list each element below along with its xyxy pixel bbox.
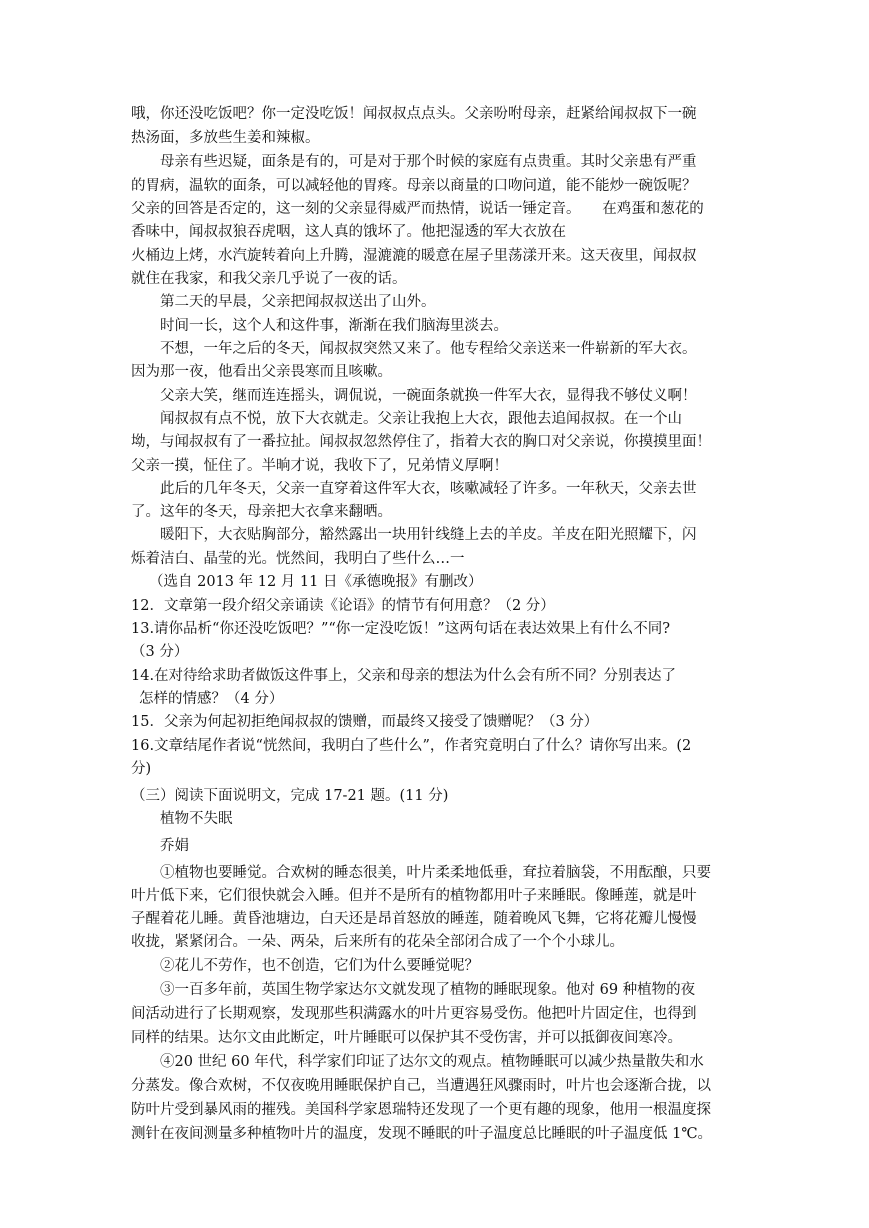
question-12: 12．文章第一段介绍父亲诵读《论语》的情节有何用意？（2 分）: [131, 598, 555, 614]
story-line: 坳，与闻叔叔有了一番拉扯。闻叔叔忽然停住了，指着大衣的胸口对父亲说，你摸摸里面！: [131, 434, 711, 450]
story-line: 就住在我家，和我父亲几乎说了一夜的话。: [131, 271, 407, 287]
article-line: 测针在夜间测量多种植物叶片的温度，发现不睡眠的叶子温度总比睡眠的叶子温度低 1℃。: [131, 1126, 713, 1142]
question-16-score: 分): [131, 761, 152, 777]
story-line: 父亲的回答是否定的，这一刻的父亲显得威严而热情，说话一锤定音。 在鸡蛋和葱花的: [131, 201, 704, 217]
story-paragraph-start: 母亲有些迟疑，面条是有的，可是对于那个时候的家庭有点贵重。其时父亲患有严重: [160, 154, 697, 170]
story-line: 了。这年的冬天，母亲把大衣拿来翻晒。: [131, 504, 392, 520]
article-line: 同样的结果。达尔文由此断定，叶片睡眠可以保护其不受伤害，并可以抵御夜间寒冷。: [131, 1030, 682, 1046]
article-paragraph-3: ③一百多年前，英国生物学家达尔文就发现了植物的睡眠现象。他对 69 种植物的夜: [160, 982, 696, 998]
story-line: 因为那一夜，他看出父亲畏寒而且咳嗽。: [131, 364, 392, 380]
story-paragraph-start: 第二天的早晨，父亲把闻叔叔送出了山外。: [160, 294, 436, 310]
story-line: 火桶边上烤，水汽旋转着向上升腾，湿漉漉的暖意在屋子里荡漾开来。这天夜里，闻叔叔: [131, 248, 697, 264]
source-citation: （选自 2013 年 12 月 11 日《承德晚报》有删改）: [149, 574, 483, 590]
article-line: 叶片低下来，它们很快就会入睡。但并不是所有的植物都用叶子来睡眠。像睡莲，就是叶: [131, 888, 697, 904]
story-line: 热汤面，多放些生姜和辣椒。: [131, 130, 320, 146]
story-line: 父亲一摸，怔住了。半晌才说，我收下了，兄弟情义厚啊！: [131, 458, 508, 474]
story-line: 的胃病，温软的面条，可以减轻他的胃疼。母亲以商量的口吻问道，能不能炒一碗饭呢？: [131, 178, 697, 194]
section-heading: （三）阅读下面说明文，完成 17-21 题。(11 分): [131, 788, 449, 804]
question-14: 14.在对待给求助者做饭这件事上，父亲和母亲的想法为什么会有所不同？分别表达了: [131, 668, 677, 684]
story-paragraph-start: 时间一长，这个人和这件事，渐渐在我们脑海里淡去。: [160, 318, 508, 334]
article-line: 防叶片受到暴风雨的摧残。美国科学家恩瑞特还发现了一个更有趣的现象，他用一根温度探: [131, 1102, 711, 1118]
article-paragraph-1: ①植物也要睡觉。合欢树的睡态很美，叶片柔柔地低垂，耷拉着脑袋，不用酝酿，只要: [160, 865, 711, 881]
article-line: 间活动进行了长期观察，发现那些积满露水的叶片更容易受伤。他把叶片固定住，也得到: [131, 1006, 697, 1022]
story-paragraph-start: 父亲大笑，继而连连摇头，调侃说，一碗面条就换一件军大衣，显得我不够仗义啊！: [160, 388, 697, 404]
question-13: 13.请你品析“你还没吃饭吧？”“你一定没吃饭！”这两句话在表达效果上有什么不同?: [131, 621, 670, 637]
story-line: 香味中，闻叔叔狼吞虎咽，这人真的饿坏了。他把湿透的军大衣放在: [131, 224, 566, 240]
question-16: 16.文章结尾作者说“恍然间，我明白了些什么”，作者究竟明白了什么？请你写出来。(2: [131, 738, 692, 754]
story-paragraph-start: 闻叔叔有点不悦，放下大衣就走。父亲让我抱上大衣，跟他去追闻叔叔。在一个山: [160, 411, 682, 427]
story-line: 烁着洁白、晶莹的光。恍然间，我明白了些什么…一: [131, 551, 465, 567]
article-title: 植物不失眠: [160, 811, 233, 827]
story-paragraph-start: 不想，一年之后的冬天，闻叔叔突然又来了。他专程给父亲送来一件崭新的军大衣。: [160, 341, 697, 357]
article-author: 乔娟: [160, 838, 189, 854]
story-line: 哦，你还没吃饭吧？你一定没吃饭！闻叔叔点点头。父亲吩咐母亲，赶紧给闻叔叔下一碗: [131, 106, 697, 122]
story-paragraph-start: 此后的几年冬天，父亲一直穿着这件军大衣，咳嗽减轻了许多。一年秋天，父亲去世: [160, 481, 697, 497]
article-paragraph-2: ②花儿不劳作，也不创造，它们为什么要睡觉呢？: [160, 958, 479, 974]
story-paragraph-start: 暖阳下，大衣贴胸部分，豁然露出一块用针线缝上去的羊皮。羊皮在阳光照耀下，闪: [160, 527, 697, 543]
article-line: 分蒸发。像合欢树，不仅夜晚用睡眠保护自己，当遭遇狂风骤雨时，叶片也会逐渐合拢，以: [131, 1078, 711, 1094]
question-14-cont: 怎样的情感？（4 分）: [139, 691, 284, 707]
article-line: 收拢，紧紧闭合。一朵、两朵，后来所有的花朵全部闭合成了一个个小球儿。: [131, 934, 624, 950]
question-15: 15．父亲为何起初拒绝闻叔叔的馈赠，而最终又接受了馈赠呢？（3 分）: [131, 714, 599, 730]
article-paragraph-4: ④20 世纪 60 年代，科学家们印证了达尔文的观点。植物睡眠可以减少热量散失和水: [160, 1054, 704, 1070]
article-line: 子醒着花儿睡。黄昏池塘边，白天还是昂首怒放的睡莲，随着晚风飞舞，它将花瓣儿慢慢: [131, 911, 697, 927]
question-13-score: （3 分）: [131, 644, 189, 660]
